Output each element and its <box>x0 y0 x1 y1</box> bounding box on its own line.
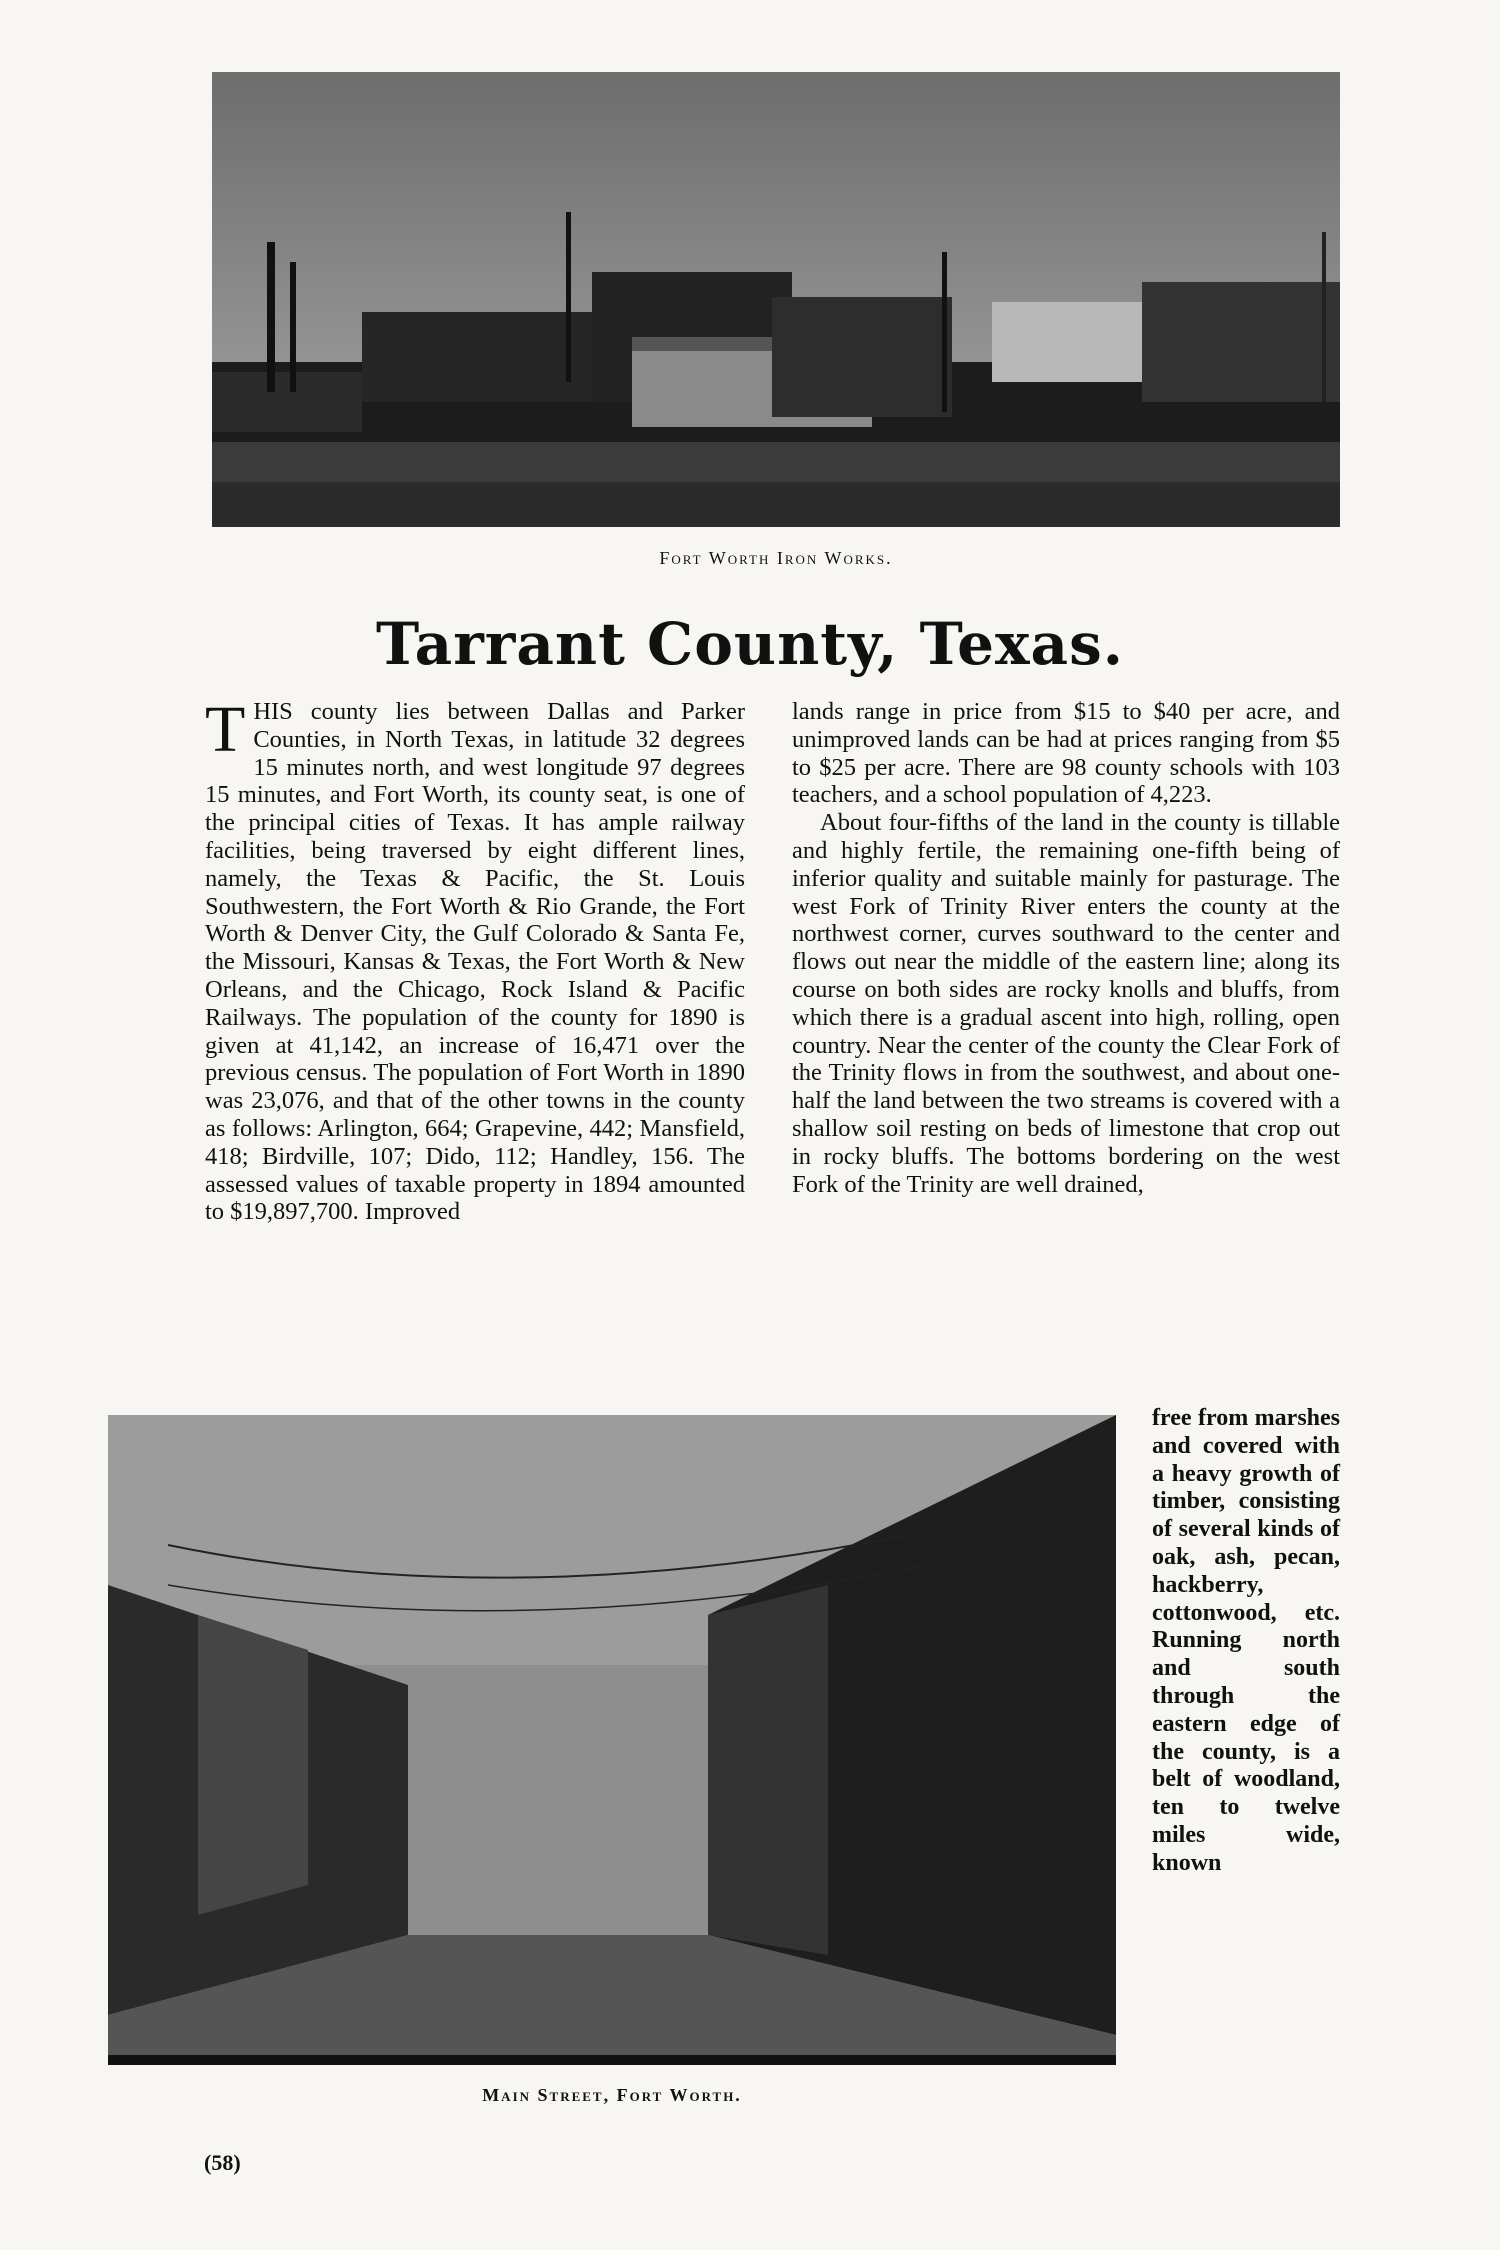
left-column <box>205 693 745 1226</box>
right-column <box>792 698 1340 1198</box>
right-para-1: lands range in price from $15 to $40 per acre, and unimproved lands can be had at prices ranging from $5 to $25 per acre. There are 98 county schools with 103 teachers, and a school population of 4,223. <box>792 698 1340 809</box>
article-title: Tarrant County, Texas. <box>376 610 1124 678</box>
page-number: (58) <box>204 2150 241 2175</box>
narrow-column: free from marshes and covered with a heavy growth of timber, consisting of several kinds of oak, ash, pecan, hackberry, cottonwood, etc. Running north and south through the eastern edge of the county, is a belt of woodland, ten to twelve miles wide, known <box>1152 1405 1340 1876</box>
left-column-text: HIS county lies between Dallas and Parker Counties, in North Texas, in latitude 32 degrees 15 minutes north, and west longitude 97 degrees 15 minutes, and Fort Worth, its county seat, is one of the principal cities of Texas. It has ample railway facilities, being traversed by eight different lines, namely, the Texas & Pacific, the St. Louis Southwestern, the Fort Worth & Rio Grande, the Fort Worth & Denver City, the Gulf Colorado & Santa Fe, the Missouri, Kansas & Texas, the Fort Worth & New Orleans, and the Chicago, Rock Island & Pacific Railways. The population of the county for 1890 is given at 41,142, an increase of 16,471 over the previous census. The population of Fort Worth in 1890 was 23,076, and that of the other towns in the county as follows: Arlington, 664; Grapevine, 442; Mansfield, 418; Birdville, 107; Dido, 112; Handley, 156. The assessed values of taxable property in 1894 amounted to $19,897,700. Improved <box>205 698 745 1226</box>
right-para-2: About four-fifths of the land in the county is tillable and highly fertile, the remaining one-fifth being of inferior quality and suitable mainly for pasturage. The west Fork of Trinity River enters the county at the northwest corner, curves southward to the center and flows out near the middle of the eastern line; along its course on both sides are rocky knolls and bluffs, from which there is a gradual ascent into high, rolling, open country. Near the center of the county the Clear Fork of the Trinity flows in from the southwest, and about one-half the land between the two streams is covered with a shallow soil resting on beds of limestone that crop out in rocky bluffs. The bottoms bordering on the west Fork of the Trinity are well drained, <box>792 809 1340 1198</box>
dropcap: T <box>205 693 246 766</box>
iron-works-caption: Fort Worth Iron Works. <box>659 548 893 568</box>
main-street-caption: Main Street, Fort Worth. <box>482 2085 742 2105</box>
main-street-photo <box>108 1415 1116 2065</box>
iron-works-photo <box>212 72 1340 527</box>
